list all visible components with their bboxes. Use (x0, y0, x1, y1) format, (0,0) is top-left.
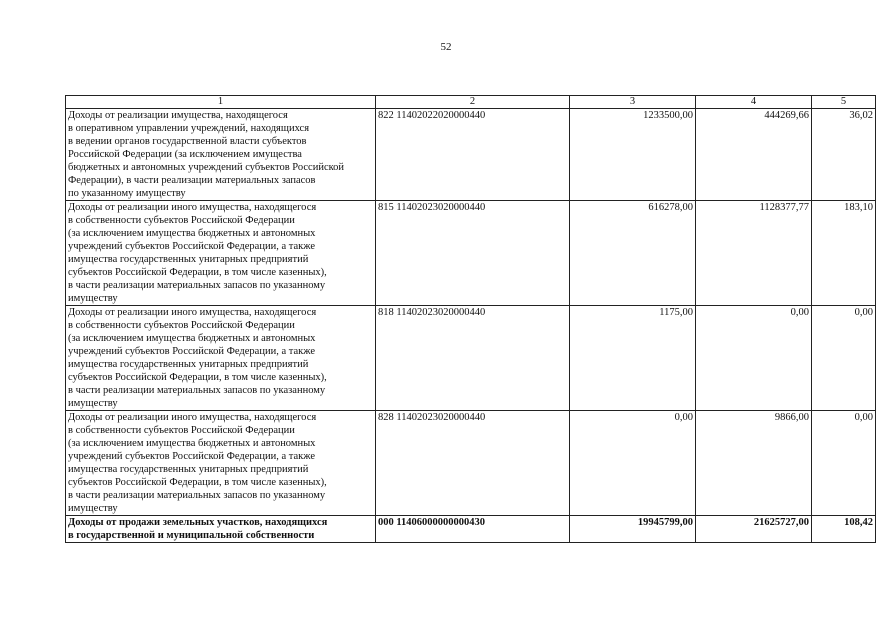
row-code: 828 11402023020000440 (376, 411, 570, 516)
row-value-4: 9866,00 (696, 411, 812, 516)
row-code: 000 11406000000000430 (376, 516, 570, 543)
row-code: 815 11402023020000440 (376, 201, 570, 306)
row-value-3: 1233500,00 (570, 109, 696, 201)
row-name: Доходы от реализации иного имущества, находящегося в собственности субъектов Российской Федерации (за исключением имущества бюджетных и автономных учреждений субъектов Российской Федерации, а также имущества государственных унитарных предприятий субъектов Российской Федерации, в том числе казенных), в части реализации материальных запасов по указанному имуществу (66, 201, 376, 306)
page-number: 52 (440, 41, 452, 53)
table-row (66, 306, 876, 411)
row-value-4: 1128377,77 (696, 201, 812, 306)
column-header-5: 5 (812, 96, 876, 109)
row-value-5: 0,00 (812, 411, 876, 516)
budget-table (65, 95, 876, 543)
column-header-2: 2 (376, 96, 570, 109)
row-value-3: 19945799,00 (570, 516, 696, 543)
row-value-4: 21625727,00 (696, 516, 812, 543)
row-value-5: 0,00 (812, 306, 876, 411)
row-value-3: 1175,00 (570, 306, 696, 411)
table-row (66, 201, 876, 306)
row-code: 822 11402022020000440 (376, 109, 570, 201)
column-header-4: 4 (696, 96, 812, 109)
row-value-3: 616278,00 (570, 201, 696, 306)
column-header-1: 1 (66, 96, 376, 109)
row-value-5: 36,02 (812, 109, 876, 201)
row-value-4: 0,00 (696, 306, 812, 411)
row-code: 818 11402023020000440 (376, 306, 570, 411)
row-name: Доходы от реализации иного имущества, находящегося в собственности субъектов Российской Федерации (за исключением имущества бюджетных и автономных учреждений субъектов Российской Федерации, а также имущества государственных унитарных предприятий субъектов Российской Федерации, в том числе казенных), в части реализации материальных запасов по указанному имуществу (66, 411, 376, 516)
table-row-total (66, 516, 876, 543)
row-name: Доходы от реализации имущества, находящегося в оперативном управлении учреждений, находящихся в ведении органов государственной власти субъектов Российской Федерации (за исключением имущества бюджетных и автономных учреждений субъектов Российской Федерации), в части реализации материальных запасов по указанному имуществу (66, 109, 376, 201)
row-value-5: 108,42 (812, 516, 876, 543)
row-value-3: 0,00 (570, 411, 696, 516)
row-value-5: 183,10 (812, 201, 876, 306)
table-row (66, 411, 876, 516)
row-name: Доходы от реализации иного имущества, находящегося в собственности субъектов Российской Федерации (за исключением имущества бюджетных и автономных учреждений субъектов Российской Федерации, а также имущества государственных унитарных предприятий субъектов Российской Федерации, в том числе казенных), в части реализации материальных запасов по указанному имуществу (66, 306, 376, 411)
column-header-3: 3 (570, 96, 696, 109)
header-row (66, 96, 876, 109)
row-value-4: 444269,66 (696, 109, 812, 201)
table-row (66, 109, 876, 201)
row-name: Доходы от продажи земельных участков, находящихся в государственной и муниципальной собственности (66, 516, 376, 543)
